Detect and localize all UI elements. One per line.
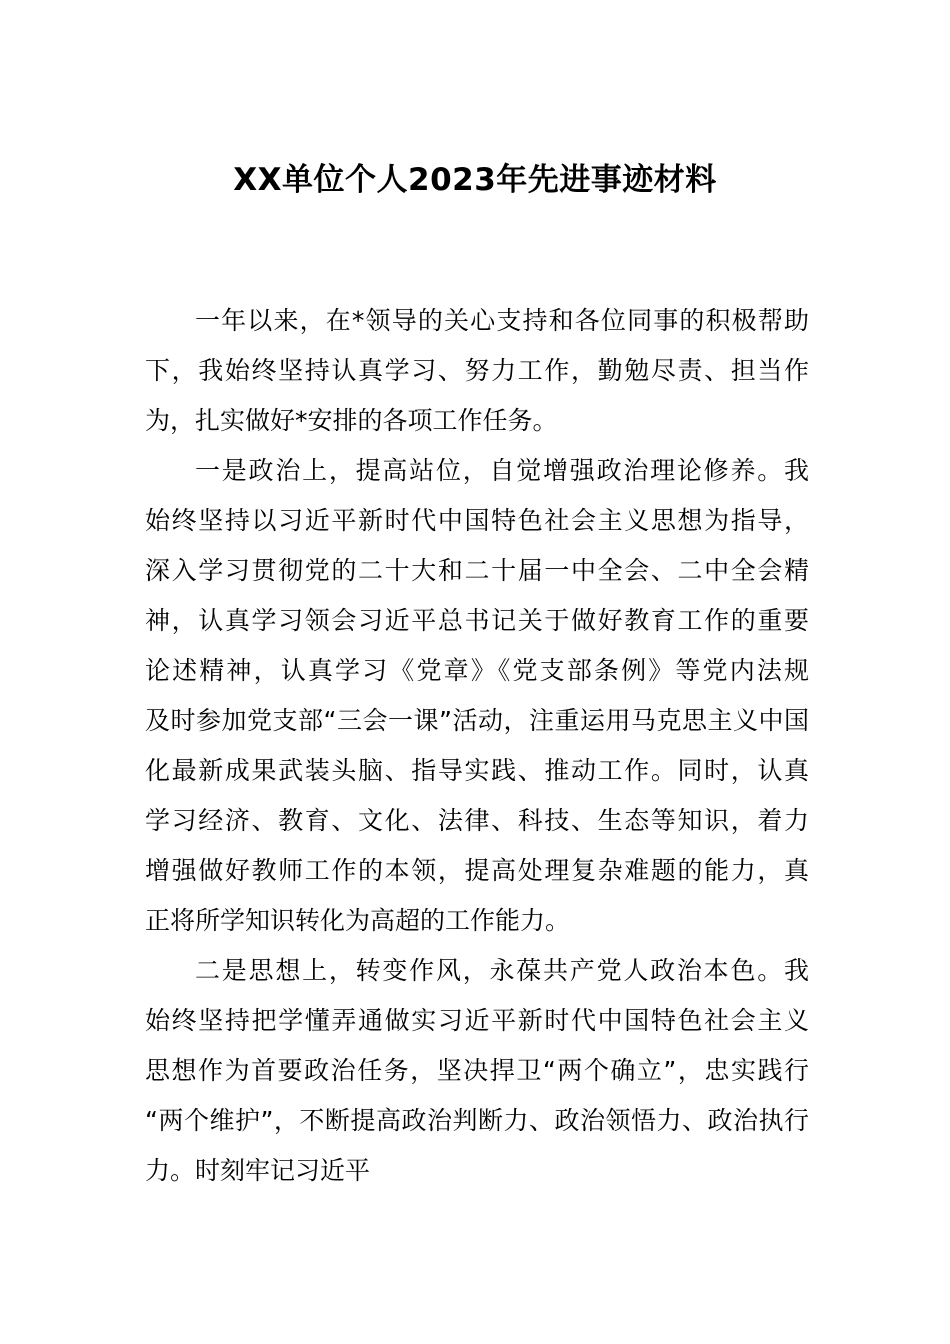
document-title: XX单位个人2023年先进事迹材料 — [233, 162, 717, 198]
paragraph-2-line-8: 学习经济、教育、文化、法律、科技、生态等知识，着力 — [145, 806, 809, 835]
paragraph-2-line-6: 及时参加党支部“三会一课”活动，注重运用马克思主义中国 — [145, 706, 809, 735]
paragraph-2-line-1: 一是政治上，提高站位，自觉增强政治理论修养。我 — [195, 456, 809, 485]
paragraph-2-line-4: 神，认真学习领会习近平总书记关于做好教育工作的重要 — [145, 606, 809, 635]
paragraph-2-line-10: 正将所学知识转化为高超的工作能力。 — [145, 906, 571, 935]
paragraph-1-line-2: 下，我始终坚持认真学习、努力工作，勤勉尽责、担当作 — [145, 356, 809, 385]
paragraph-2-line-7: 化最新成果武装头脑、指导实践、推动工作。同时，认真 — [145, 756, 809, 785]
paragraph-2-line-3: 深入学习贯彻党的二十大和二十届一中全会、二中全会精 — [145, 556, 809, 585]
paragraph-3-line-3: 思想作为首要政治任务，坚决捍卫“两个确立”，忠实践行 — [145, 1056, 809, 1085]
paragraph-2-line-9: 增强做好教师工作的本领，提高处理复杂难题的能力，真 — [145, 856, 809, 885]
paragraph-3-line-2: 始终坚持把学懂弄通做实习近平新时代中国特色社会主义 — [145, 1006, 809, 1035]
paragraph-3-line-1: 二是思想上，转变作风，永葆共产党人政治本色。我 — [195, 956, 809, 985]
paragraph-1-line-1: 一年以来，在*领导的关心支持和各位同事的积极帮助 — [195, 306, 809, 335]
paragraph-2-line-5: 论述精神，认真学习《党章》《党支部条例》等党内法规 — [145, 656, 809, 685]
paragraph-3-line-4: “两个维护”，不断提高政治判断力、政治领悟力、政治执行 — [145, 1106, 809, 1135]
paragraph-2-line-2: 始终坚持以习近平新时代中国特色社会主义思想为指导， — [145, 506, 809, 535]
document-body — [145, 296, 809, 1196]
paragraph-3-line-5: 力。时刻牢记习近平 — [145, 1156, 371, 1185]
paragraph-1-line-3: 为，扎实做好*安排的各项工作任务。 — [145, 406, 558, 435]
